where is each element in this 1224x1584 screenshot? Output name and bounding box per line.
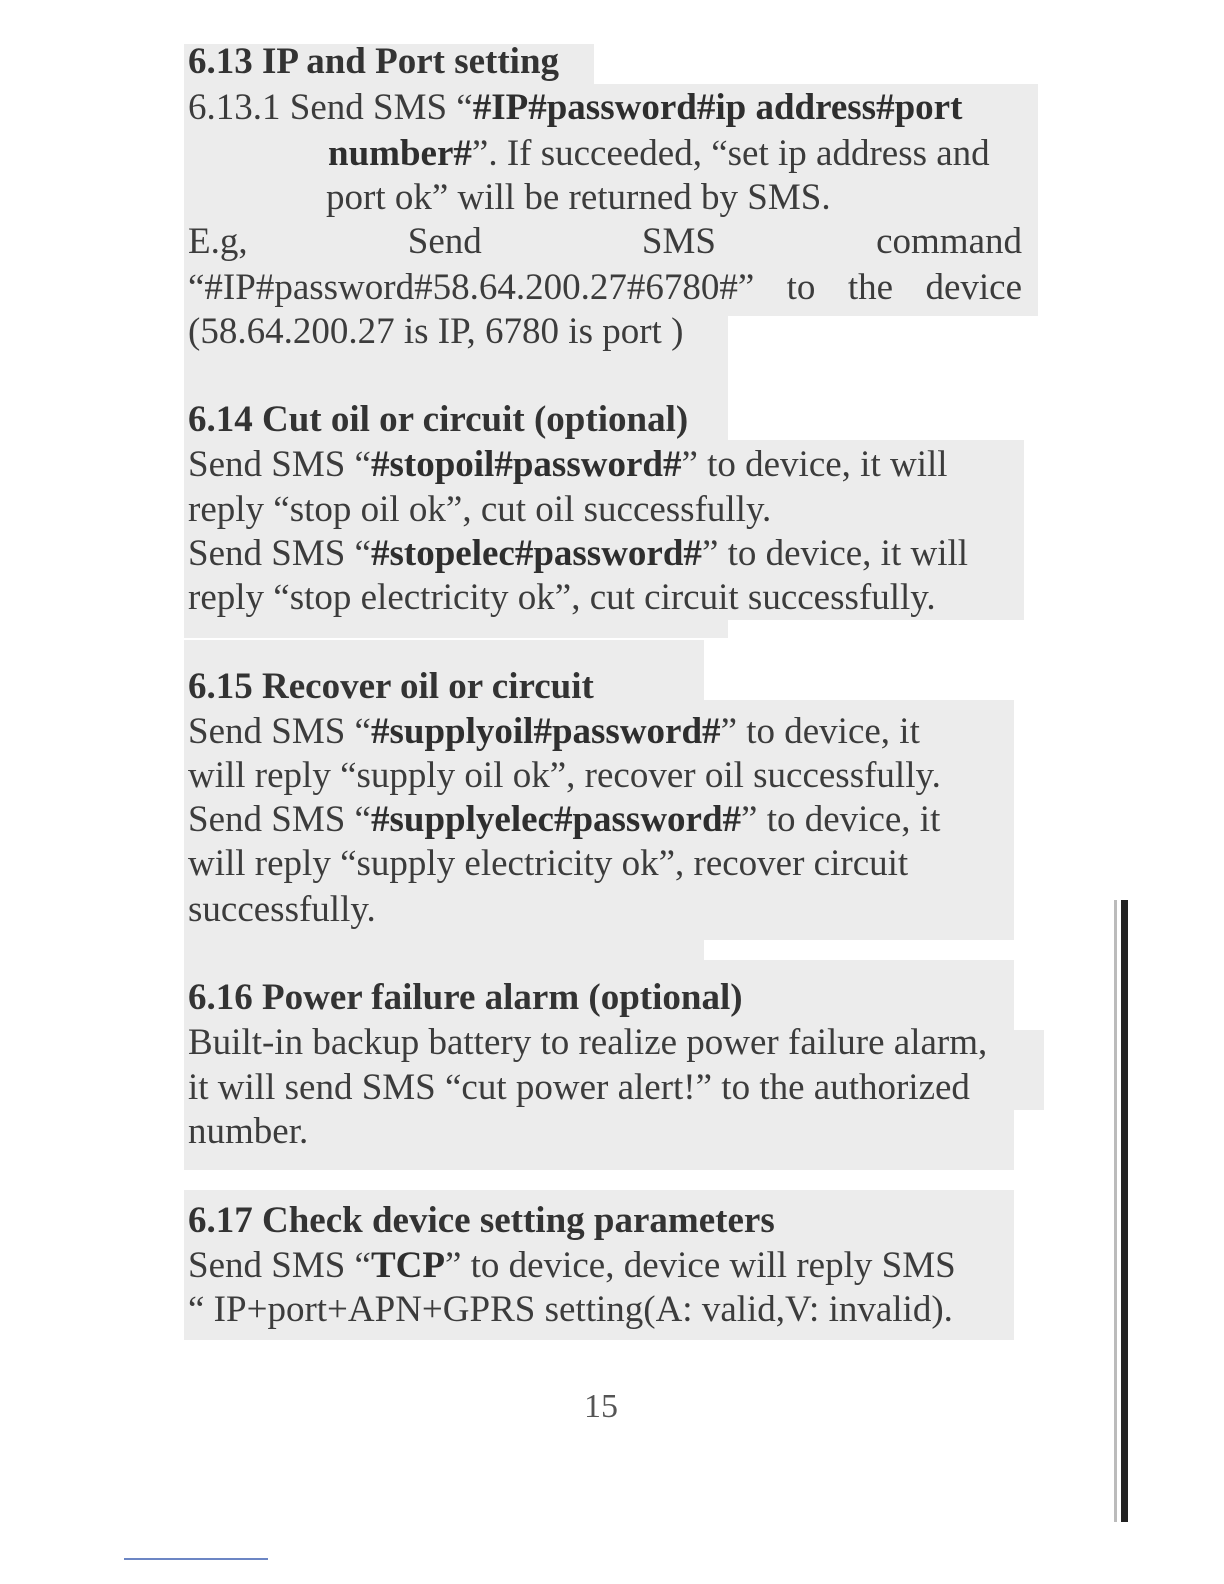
body-line: it will send SMS “cut power alert!” to the authorized: [188, 1067, 970, 1108]
body-line: Send SMS “#stopoil#password#” to device, it will: [188, 444, 948, 485]
sms-command: #IP#password#ip address#port: [472, 87, 963, 128]
example-line: E.g, Send SMS command: [188, 221, 1022, 262]
example-line: “#IP#password#58.64.200.27#6780#” to the device: [188, 267, 1022, 308]
body-line: reply “stop electricity ok”, cut circuit successfully.: [188, 577, 936, 618]
footnote-rule: [124, 1558, 268, 1560]
body-line: reply “stop oil ok”, cut oil successfully.: [188, 489, 772, 530]
body-line: “ IP+port+APN+GPRS setting(A: valid,V: invalid).: [188, 1289, 953, 1330]
scan-edge-bar: [1121, 900, 1128, 1522]
sms-command: TCP: [370, 1245, 445, 1286]
sms-command: #supplyelec#password#: [370, 799, 742, 840]
scan-edge-shadow: [1114, 900, 1117, 1522]
body-line: will reply “supply oil ok”, recover oil successfully.: [188, 755, 941, 796]
body-line: 6.13.1 Send SMS “#IP#password#ip address#port: [188, 87, 963, 128]
body-line: Send SMS “#supplyoil#password#” to device, it: [188, 711, 920, 752]
page-number: 15: [584, 1388, 618, 1425]
section-heading-6-13: 6.13 IP and Port setting: [188, 41, 560, 82]
body-line: successfully.: [188, 889, 376, 930]
sms-command: #stopelec#password#: [370, 533, 702, 574]
section-heading-6-17: 6.17 Check device setting parameters: [188, 1200, 775, 1241]
body-line: Send SMS “TCP” to device, device will reply SMS: [188, 1245, 956, 1286]
body-line: Send SMS “#supplyelec#password#” to device, it: [188, 799, 941, 840]
section-heading-6-14: 6.14 Cut oil or circuit (optional): [188, 399, 689, 440]
section-heading-6-15: 6.15 Recover oil or circuit: [188, 666, 594, 707]
sms-command: #stopoil#password#: [370, 444, 682, 485]
sms-command: #supplyoil#password#: [370, 711, 721, 752]
body-line: port ok” will be returned by SMS.: [326, 177, 831, 218]
body-line: will reply “supply electricity ok”, recover circuit: [188, 843, 909, 884]
sms-command: number#: [328, 133, 472, 174]
body-line: Send SMS “#stopelec#password#” to device, it will: [188, 533, 969, 574]
body-line: number#”. If succeeded, “set ip address and: [328, 133, 990, 174]
body-line: number.: [188, 1111, 309, 1152]
example-line: (58.64.200.27 is IP, 6780 is port ): [188, 311, 684, 352]
body-line: Built-in backup battery to realize power failure alarm,: [188, 1022, 988, 1063]
section-heading-6-16: 6.16 Power failure alarm (optional): [188, 977, 743, 1018]
